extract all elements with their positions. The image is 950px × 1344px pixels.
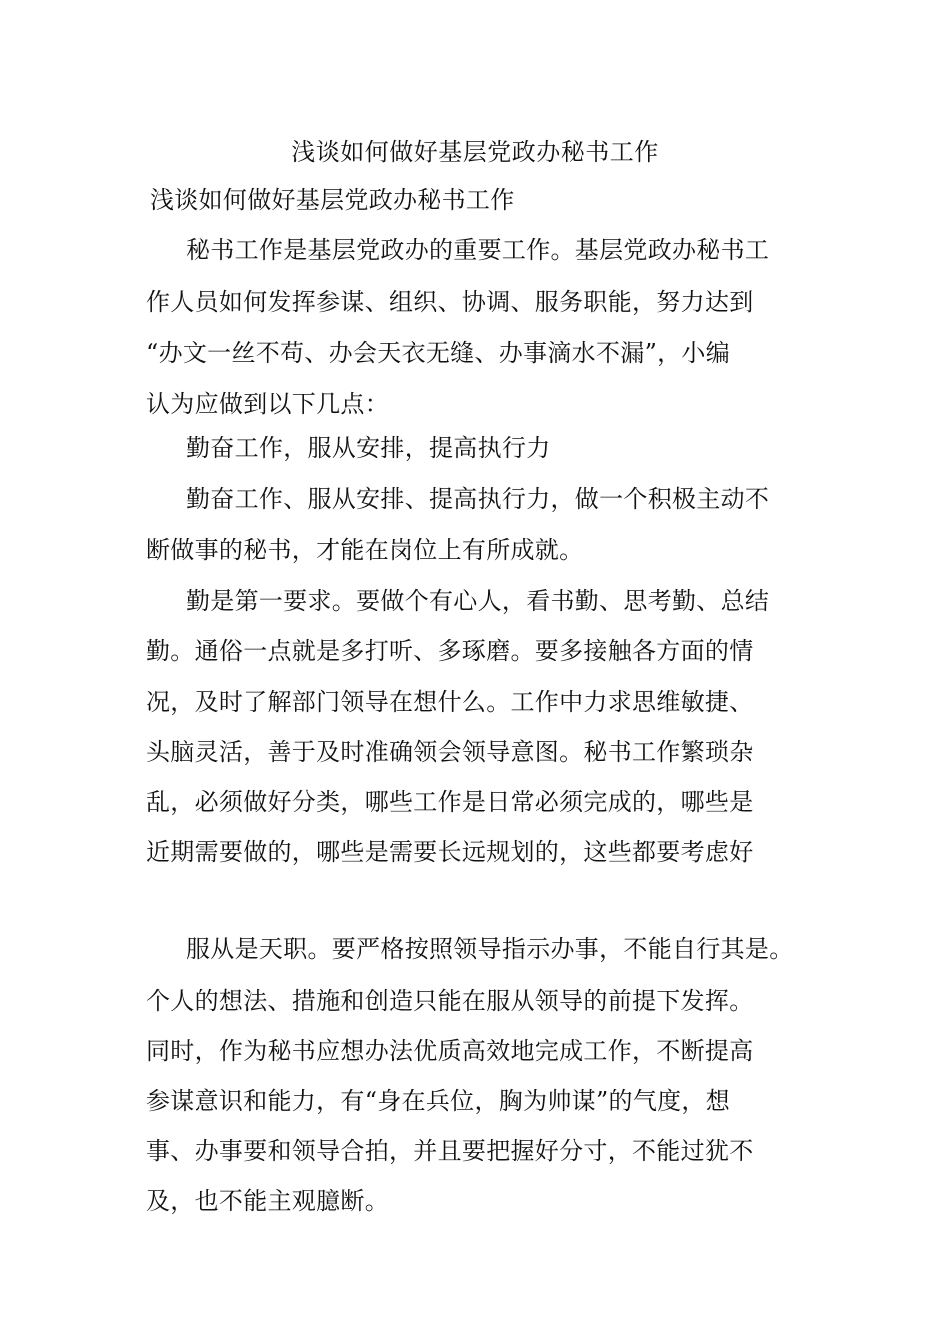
- paragraph-line: 勤是第一要求。要做个有心人，看书勤、思考勤、总结: [186, 587, 770, 615]
- document-title: 浅谈如何做好基层党政办秘书工作: [291, 138, 659, 166]
- paragraph-line: 勤。通俗一点就是多打听、多琢磨。要多接触各方面的情: [146, 637, 754, 665]
- document-subtitle: 浅谈如何做好基层党政办秘书工作: [150, 186, 515, 214]
- paragraph-line: 个人的想法、措施和创造只能在服从领导的前提下发挥。: [146, 987, 754, 1015]
- paragraph-line: 认为应做到以下几点：: [146, 390, 389, 418]
- paragraph-line: 乱，必须做好分类，哪些工作是日常必须完成的，哪些是: [146, 788, 754, 816]
- paragraph-line: 况，及时了解部门领导在想什么。工作中力求思维敏捷、: [146, 688, 754, 716]
- paragraph-line: “办文一丝不苟、办会天衣无缝、办事滴水不漏”，小编: [146, 339, 731, 367]
- paragraph-line: 头脑灵活，善于及时准确领会领导意图。秘书工作繁琐杂: [146, 738, 754, 766]
- paragraph-line: 断做事的秘书，才能在岗位上有所成就。: [146, 536, 584, 564]
- paragraph-line: 服从是天职。要严格按照领导指示办事，不能自行其是。: [186, 935, 794, 963]
- paragraph-line: 秘书工作是基层党政办的重要工作。基层党政办秘书工: [186, 236, 770, 264]
- paragraph-line: 及，也不能主观臆断。: [146, 1187, 389, 1215]
- paragraph-line: 近期需要做的，哪些是需要长远规划的，这些都要考虑好: [146, 838, 754, 866]
- paragraph-line: 同时，作为秘书应想办法优质高效地完成工作，不断提高: [146, 1037, 754, 1065]
- paragraph-line: 作人员如何发挥参谋、组织、协调、服务职能，努力达到: [146, 288, 754, 316]
- paragraph-line: 参谋意识和能力，有“身在兵位，胸为帅谋”的气度，想: [146, 1087, 731, 1115]
- section-heading: 勤奋工作，服从安排，提高执行力: [186, 434, 551, 462]
- paragraph-line: 勤奋工作、服从安排、提高执行力，做一个积极主动不: [186, 485, 770, 513]
- paragraph-line: 事、办事要和领导合拍，并且要把握好分寸，不能过犹不: [146, 1137, 754, 1165]
